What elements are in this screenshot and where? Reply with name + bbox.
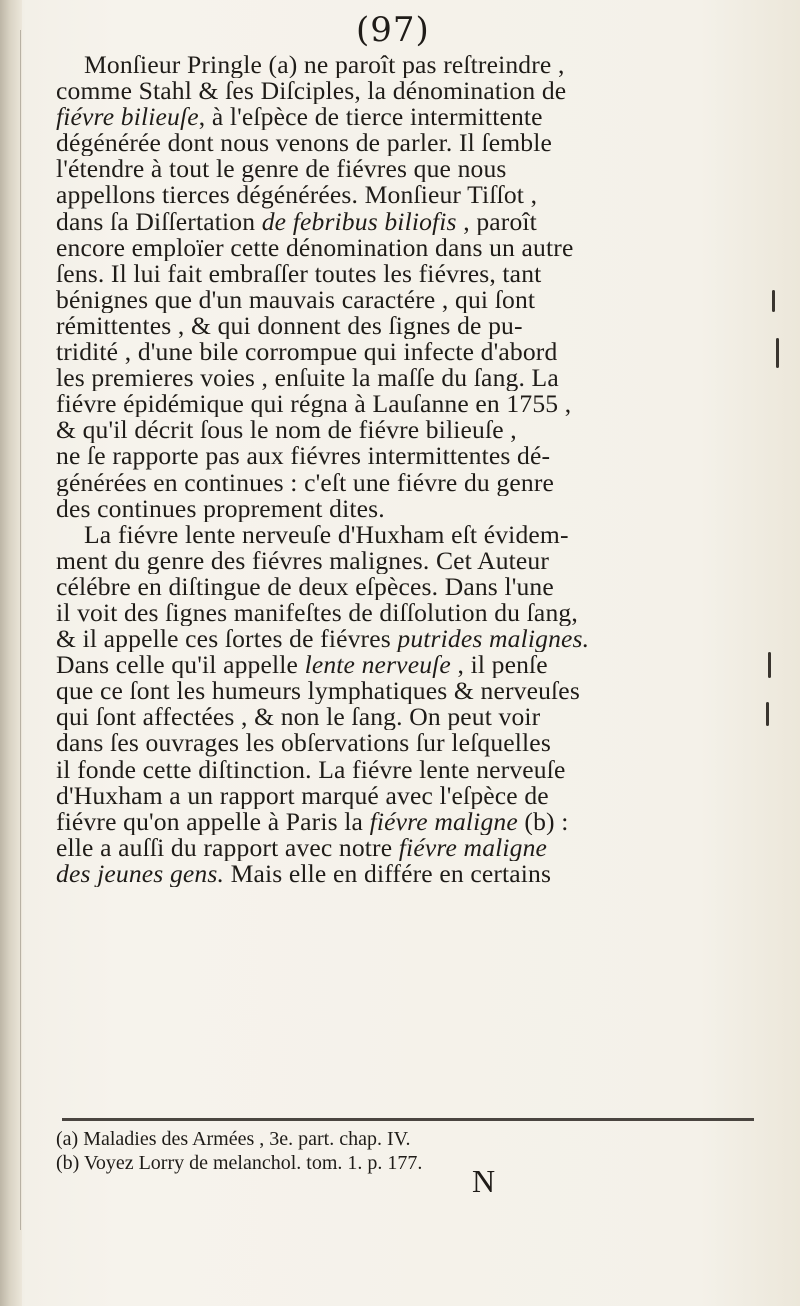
text-line <box>56 182 756 208</box>
text-line <box>56 104 756 130</box>
text-line <box>56 287 756 313</box>
text-span: comme Stahl & ſes Diſciples, la dénomination de <box>56 78 567 105</box>
footnotes <box>56 1127 756 1175</box>
text-span: il voit des ſignes manifeſtes de diſſolution du ſang, <box>56 599 578 627</box>
text-line <box>56 809 756 835</box>
text-line <box>56 470 756 496</box>
text-span: les premieres voies , enſuite la maſſe du ſang. La <box>56 365 559 392</box>
text-span: fiévre épidémique qui régna à Lauſanne en 1755 , <box>56 391 572 418</box>
text-line <box>56 78 756 104</box>
text-line <box>56 861 756 887</box>
text-span: dégénérée dont nous venons de parler. Il ſemble <box>56 130 553 157</box>
text-span: célébre en diſtingue de deux eſpèces. Dans l'une <box>56 573 554 600</box>
italic-span: fiévre maligne <box>398 834 548 861</box>
text-span: Mais elle en différe en certains <box>224 860 552 887</box>
text-line <box>56 835 756 861</box>
text-span: bénignes que d'un mauvais caractére , qui ſont <box>56 286 536 313</box>
text-line <box>56 391 756 417</box>
text-line <box>56 757 756 783</box>
text-span: rémittentes , & qui donnent des ſignes de pu- <box>56 312 523 340</box>
text-span: ne ſe rapporte pas aux fiévres intermittentes dé- <box>56 443 551 470</box>
text-line <box>56 783 756 809</box>
text-line <box>56 730 756 756</box>
text-line <box>56 417 756 443</box>
text-span: , il penſe <box>450 652 548 679</box>
text-span: il fonde cette diſtinction. La fiévre lente nerveuſe <box>56 756 566 783</box>
text-line <box>56 156 756 182</box>
text-line <box>56 313 756 339</box>
text-span: Dans celle qu'il appelle <box>56 652 305 679</box>
margin-mark <box>776 338 779 368</box>
text-span: ſens. Il lui fait embraſſer toutes les fiévres, tant <box>56 260 542 287</box>
italic-span: des jeunes gens. <box>56 860 225 887</box>
text-line <box>56 261 756 287</box>
text-line <box>56 652 756 678</box>
text-span: générées en continues : c'eſt une fiévre du genre <box>56 469 555 496</box>
signature-mark: N <box>472 1163 496 1199</box>
text-span: dans ſes ouvrages les obſervations ſur leſquelles <box>56 730 551 757</box>
text-line <box>56 130 756 156</box>
italic-span: fiévre maligne <box>369 808 518 835</box>
text-span: qui ſont affectées , & non le ſang. On peut voir <box>56 704 541 731</box>
text-line <box>56 339 756 365</box>
text-line <box>56 235 756 261</box>
footnote-b: (b) Voyez Lorry de melanchol. tom. 1. p. 177. <box>56 1152 423 1174</box>
body-text <box>56 52 756 887</box>
text-line <box>56 626 756 652</box>
text-span: & il appelle ces ſortes de fiévres <box>56 626 398 653</box>
text-span: appellons tierces dégénérées. Monſieur Tiſſot , <box>56 182 538 209</box>
text-span: elle a auſſi du rapport avec notre <box>56 834 399 861</box>
italic-span: putrides malignes. <box>397 626 590 653</box>
text-line <box>56 365 756 391</box>
margin-mark <box>768 652 771 678</box>
footnote-rule <box>62 1118 754 1121</box>
text-line <box>56 496 756 522</box>
text-line: Monſieur Pringle (a) ne paroît pas reſtreindre , <box>84 52 565 79</box>
italic-span: lente nerveuſe <box>304 652 451 679</box>
text-line: La fiévre lente nerveuſe d'Huxham eſt évidem- <box>84 521 569 548</box>
text-line <box>56 548 756 574</box>
text-span: ment du genre des fiévres malignes. Cet Auteur <box>56 547 550 574</box>
text-span: que ce ſont les humeurs lymphatiques & nerveuſes <box>56 678 580 705</box>
text-line <box>56 574 756 600</box>
text-span: , à l'eſpèce de tierce intermittente <box>198 104 543 131</box>
text-span: des continues proprement dites. <box>56 495 385 522</box>
text-line <box>56 443 756 469</box>
text-line <box>56 209 756 235</box>
text-line <box>56 600 756 626</box>
text-span: tridité , d'une bile corrompue qui infecte d'abord <box>56 339 558 366</box>
gutter-line <box>20 30 21 1230</box>
text-span: & qu'il décrit ſous le nom de fiévre bilieuſe , <box>56 417 517 444</box>
text-span: d'Huxham a un rapport marqué avec l'eſpèce de <box>56 782 549 809</box>
text-span: encore emploïer cette dénomination dans un autre <box>56 234 574 261</box>
text-span: dans ſa Diſſertation <box>56 208 262 235</box>
italic-span: de febribus biliofis <box>261 208 457 235</box>
margin-mark <box>766 702 769 726</box>
page-binding-edge <box>0 0 22 1306</box>
italic-span: fiévre bilieuſe <box>56 104 199 131</box>
footnote-a: (a) Maladies des Armées , 3e. part. chap. IV. <box>56 1128 411 1150</box>
margin-mark <box>772 290 775 312</box>
text-span: l'étendre à tout le genre de fiévres que nous <box>56 156 507 183</box>
page-number: (97) <box>356 10 430 50</box>
text-span: , paroît <box>456 208 537 235</box>
text-span: fiévre qu'on appelle à Paris la <box>56 808 370 835</box>
text-line <box>56 704 756 730</box>
text-span: (b) : <box>517 808 569 835</box>
text-line <box>56 678 756 704</box>
